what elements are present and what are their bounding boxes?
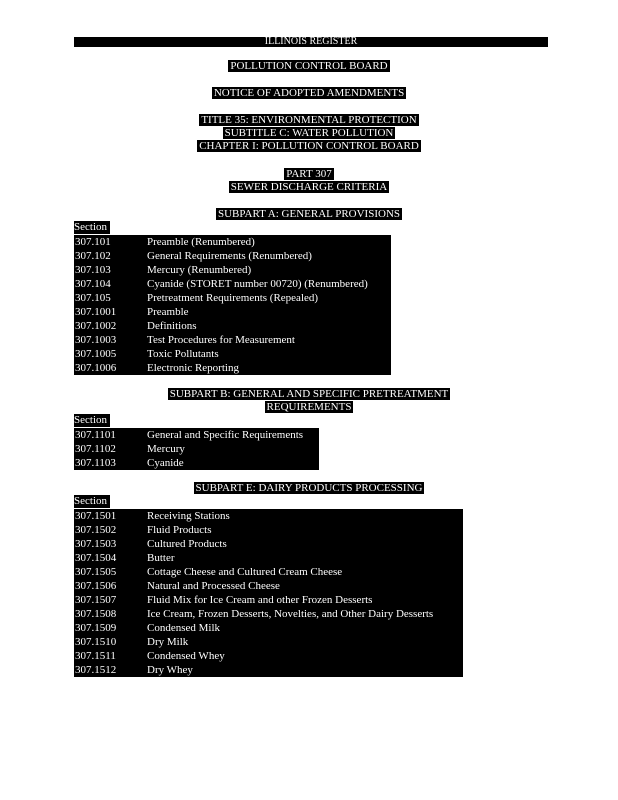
section-title: Ice Cream, Frozen Desserts, Novelties, and Other Dairy Desserts bbox=[146, 607, 463, 621]
section-number: 307.102 bbox=[74, 249, 147, 263]
part-number: PART 307 bbox=[286, 168, 332, 180]
section-number: 307.101 bbox=[74, 235, 147, 249]
section-label-a: Section bbox=[74, 221, 110, 234]
section-title: Pretreatment Requirements (Repealed) bbox=[146, 291, 391, 305]
section-title: Definitions bbox=[146, 319, 391, 333]
section-title: Cottage Cheese and Cultured Cream Cheese bbox=[146, 565, 463, 579]
section-title: Fluid Mix for Ice Cream and other Frozen Desserts bbox=[146, 593, 463, 607]
section-label-e: Section bbox=[74, 495, 110, 508]
subpart-b-title-line-2: REQUIREMENTS bbox=[266, 401, 352, 413]
section-title: Mercury bbox=[146, 442, 319, 456]
subtitle-line: SUBTITLE C: WATER POLLUTION bbox=[224, 127, 394, 139]
section-number: 307.1003 bbox=[74, 333, 147, 347]
notice-heading: NOTICE OF ADOPTED AMENDMENTS bbox=[213, 87, 405, 99]
section-title: Electronic Reporting bbox=[146, 361, 391, 375]
section-number: 307.1510 bbox=[74, 635, 147, 649]
section-title: Dry Whey bbox=[146, 663, 463, 677]
section-title: Cultured Products bbox=[146, 537, 463, 551]
section-title: Condensed Whey bbox=[146, 649, 463, 663]
section-number: 307.104 bbox=[74, 277, 147, 291]
section-number: 307.1506 bbox=[74, 579, 147, 593]
section-number: 307.1508 bbox=[74, 607, 147, 621]
section-title: Cyanide bbox=[146, 456, 319, 470]
section-number: 307.1001 bbox=[74, 305, 147, 319]
section-title: Preamble (Renumbered) bbox=[146, 235, 391, 249]
section-number: 307.1503 bbox=[74, 537, 147, 551]
section-title: Dry Milk bbox=[146, 635, 463, 649]
section-number: 307.1512 bbox=[74, 663, 147, 677]
section-title: Test Procedures for Measurement bbox=[146, 333, 391, 347]
subpart-a-title: SUBPART A: GENERAL PROVISIONS bbox=[218, 208, 400, 220]
chapter-line: CHAPTER I: POLLUTION CONTROL BOARD bbox=[199, 140, 419, 152]
section-number: 307.1102 bbox=[74, 442, 147, 456]
section-title: Fluid Products bbox=[146, 523, 463, 537]
section-title: Condensed Milk bbox=[146, 621, 463, 635]
section-title: General Requirements (Renumbered) bbox=[146, 249, 391, 263]
section-number: 307.1103 bbox=[74, 456, 147, 470]
part-title: SEWER DISCHARGE CRITERIA bbox=[230, 181, 388, 193]
subpart-e-title: SUBPART E: DAIRY PRODUCTS PROCESSING bbox=[195, 482, 423, 494]
section-label-b: Section bbox=[74, 414, 110, 427]
section-number: 307.105 bbox=[74, 291, 147, 305]
section-title: Natural and Processed Cheese bbox=[146, 579, 463, 593]
register-title: ILLINOIS REGISTER bbox=[264, 36, 358, 47]
section-number: 307.1101 bbox=[74, 428, 147, 442]
section-number: 307.1505 bbox=[74, 565, 147, 579]
section-number: 307.1501 bbox=[74, 509, 147, 523]
section-number: 307.1002 bbox=[74, 319, 147, 333]
register-header bbox=[74, 37, 548, 47]
section-title: Butter bbox=[146, 551, 463, 565]
section-number: 307.1005 bbox=[74, 347, 147, 361]
section-title: Receiving Stations bbox=[146, 509, 463, 523]
board-heading: POLLUTION CONTROL BOARD bbox=[230, 60, 388, 72]
section-number: 307.1509 bbox=[74, 621, 147, 635]
section-number: 307.1511 bbox=[74, 649, 147, 663]
section-number: 307.1504 bbox=[74, 551, 147, 565]
section-title: Preamble bbox=[146, 305, 391, 319]
section-number: 307.1507 bbox=[74, 593, 147, 607]
section-number: 307.1502 bbox=[74, 523, 147, 537]
section-number: 307.103 bbox=[74, 263, 147, 277]
section-title: Mercury (Renumbered) bbox=[146, 263, 391, 277]
subpart-b-title-line-1: SUBPART B: GENERAL AND SPECIFIC PRETREATMENT bbox=[169, 388, 449, 400]
title-line-1: TITLE 35: ENVIRONMENTAL PROTECTION bbox=[201, 114, 417, 126]
section-title: Cyanide (STORET number 00720) (Renumbered) bbox=[146, 277, 391, 291]
section-number: 307.1006 bbox=[74, 361, 147, 375]
section-title: General and Specific Requirements bbox=[146, 428, 319, 442]
section-title: Toxic Pollutants bbox=[146, 347, 391, 361]
